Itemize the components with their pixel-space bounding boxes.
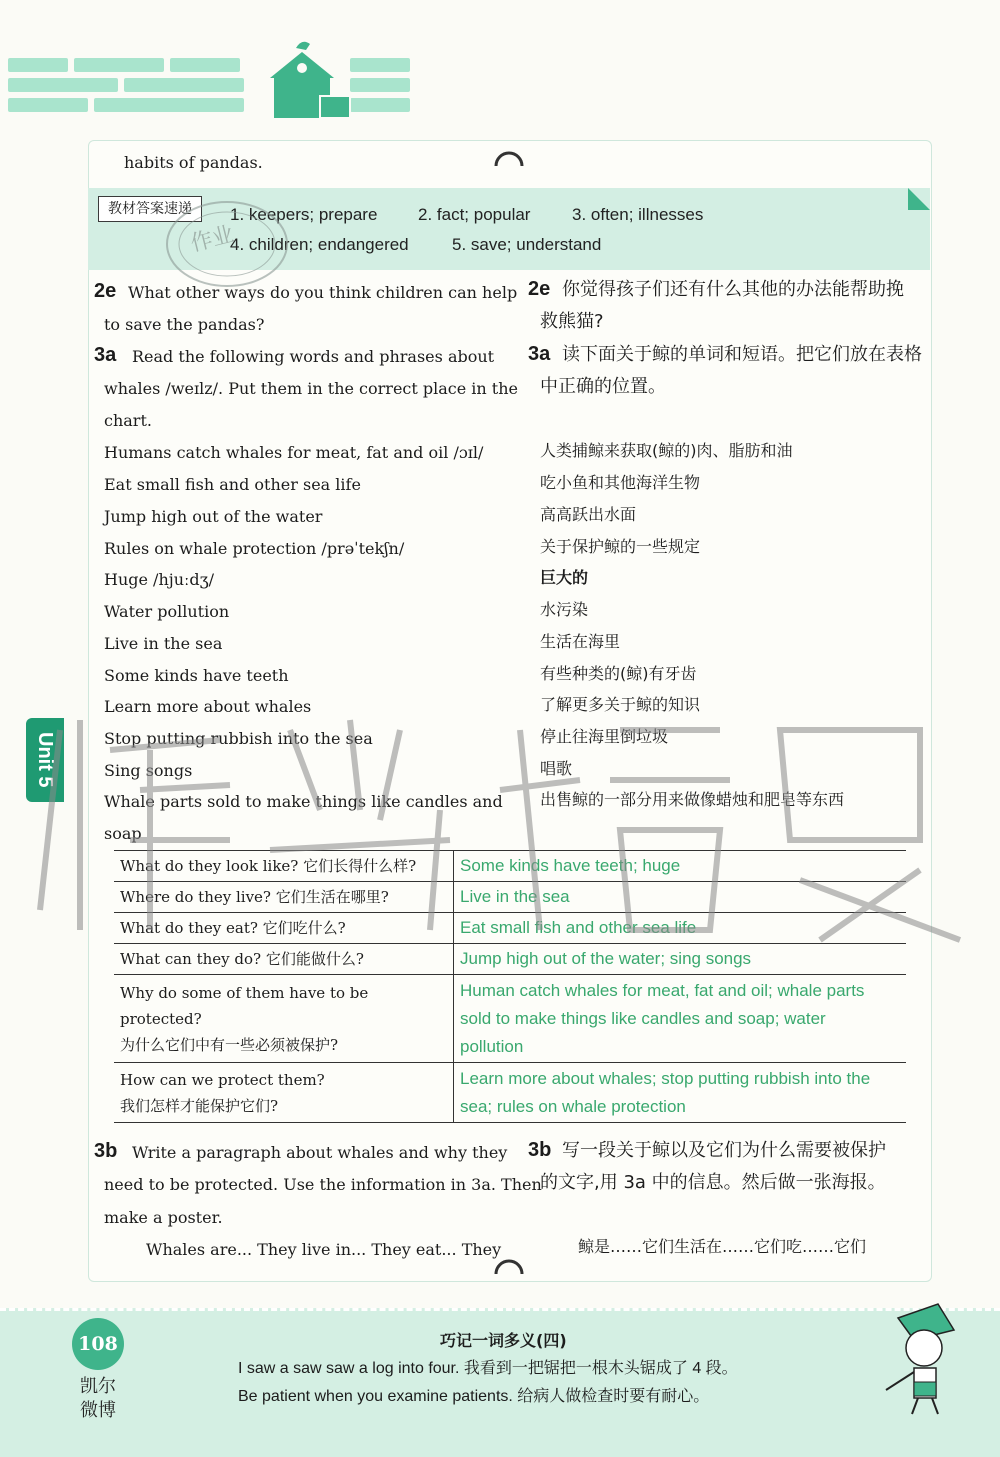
phrase-zh: 吃小鱼和其他海洋生物 (540, 473, 701, 492)
brick-decor (8, 78, 118, 92)
phrase-zh: 唱歌 (540, 759, 573, 778)
answer-cell: Human catch whales for meat, fat and oil; whale parts sold to make things like candles and soap; water pollution (454, 975, 907, 1063)
footer-line: Be patient when you examine patients. 给病人做检查时要有耐心。 (238, 1388, 710, 1405)
phrase-en: Rules on whale protection /prəˈtekʃn/ (104, 539, 405, 558)
section-3a-number-zh: 3a (528, 343, 551, 365)
phrase-en: Learn more about whales (104, 697, 312, 716)
phrase-en: Jump high out of the water (104, 507, 323, 526)
house-icon (262, 38, 354, 120)
phrase-zh: 生活在海里 (540, 632, 621, 651)
section-3b-en: make a poster. (104, 1208, 223, 1227)
binder-ring-icon (492, 1250, 526, 1276)
phrase-zh: 出售鲸的一部分用来做像蜡烛和肥皂等东西 (540, 790, 845, 809)
phrase-en: Whale parts sold to make things like candles and (104, 792, 503, 811)
brick-decor (94, 98, 244, 112)
section-3b-number-zh: 3b (528, 1139, 552, 1161)
phrase-en: Sing songs (104, 761, 193, 780)
brick-decor (74, 58, 164, 72)
brick-decor (170, 58, 240, 72)
question-cell: What do they eat? 它们吃什么? (114, 913, 454, 944)
brick-decor (8, 98, 88, 112)
section-3b-en: Write a paragraph about whales and why they (132, 1143, 508, 1162)
answer-cell: Eat small fish and other sea life (454, 913, 907, 944)
phrase-en: Eat small fish and other sea life (104, 475, 361, 494)
phrase-zh: 停止往海里倒垃圾 (540, 727, 669, 746)
answer-cell: Jump high out of the water; sing songs (454, 944, 907, 975)
phrase-en: Live in the sea (104, 634, 223, 653)
phrase-en: Stop putting rubbish into the sea (104, 729, 373, 748)
section-3a-zh: 中正确的位置。 (540, 376, 666, 397)
brick-decor (350, 98, 410, 112)
section-3a-en: chart. (104, 411, 152, 430)
section-3a-en: whales /weɪlz/. Put them in the correct place in the (104, 379, 519, 398)
brick-decor (8, 58, 68, 72)
section-2e-en: to save the pandas? (104, 315, 265, 334)
question-cell: What do they look like? 它们长得什么样? (114, 851, 454, 882)
section-3b-en: Whales are... They live in... They eat... They (146, 1240, 502, 1259)
section-3b-number: 3b (94, 1140, 118, 1162)
top-banner (0, 0, 1000, 120)
section-2e-zh: 你觉得孩子们还有什么其他的办法能帮助挽 (562, 279, 904, 300)
phrase-zh: 水污染 (540, 600, 589, 619)
answer-cell: Live in the sea (454, 882, 907, 913)
question-cell: How can we protect them? 我们怎样才能保护它们? (114, 1063, 454, 1123)
cartoon-kid-icon (858, 1300, 968, 1420)
answer-cell: Learn more about whales; stop putting rubbish into the sea; rules on whale protection (454, 1063, 907, 1123)
phrase-zh: 关于保护鲸的一些规定 (540, 537, 701, 556)
section-3a-number: 3a (94, 344, 117, 366)
binder-ring-icon (492, 142, 526, 168)
phrase-zh: 人类捕鲸来获取(鲸的)肉、脂肪和油 (540, 441, 793, 460)
fold-corner-icon (908, 188, 930, 210)
stamp-text: 作业 (188, 221, 237, 257)
section-3b-zh: 的文字,用 3a 中的信息。然后做一张海报。 (540, 1172, 886, 1193)
phrase-en: Water pollution (104, 602, 230, 621)
footer-divider (0, 1308, 1000, 1311)
unit-tab-label: Unit 5 (34, 732, 56, 788)
table-row (114, 1063, 906, 1123)
top-line: habits of pandas. (124, 153, 263, 172)
section-3a-en: Read the following words and phrases about (132, 347, 495, 366)
answer-item: 4. children; endangered (230, 235, 409, 254)
phrase-en: soap (104, 824, 142, 843)
footer-line: I saw a saw saw a log into four. 我看到一把锯把一根木头锯成了 4 段。 (238, 1360, 738, 1377)
question-cell: Why do some of them have to be protected? 为什么它们中有一些必须被保护? (114, 975, 454, 1063)
answer-item: 1. keepers; prepare (230, 205, 378, 224)
section-3b-en: need to be protected. Use the information in 3a. Then (104, 1175, 542, 1194)
brick-decor (124, 78, 244, 92)
phrase-en: Huge /hjuːdʒ/ (104, 570, 215, 589)
phrase-zh: 巨大的 (540, 568, 589, 587)
phrase-zh: 高高跃出水面 (540, 505, 637, 524)
brick-decor (350, 78, 410, 92)
answer-item: 5. save; understand (452, 235, 602, 254)
section-2e-number: 2e (94, 280, 117, 302)
answer-item: 2. fact; popular (418, 205, 531, 224)
question-cell: Where do they live? 它们生活在哪里? (114, 882, 454, 913)
section-2e-en: What other ways do you think children can help (128, 283, 518, 302)
question-cell: What can they do? 它们能做什么? (114, 944, 454, 975)
answer-item: 3. often; illnesses (572, 205, 704, 224)
table-row (114, 975, 906, 1063)
section-3b-zh: 鲸是……它们生活在……它们吃……它们 (578, 1237, 867, 1256)
footer-title: 巧记一词多义(四) (440, 1331, 567, 1350)
brand-line: 凯尔 (80, 1376, 116, 1397)
brick-decor (350, 58, 410, 72)
section-2e-number-zh: 2e (528, 278, 551, 300)
phrase-zh: 有些种类的(鲸)有牙齿 (540, 664, 697, 683)
watermark-logo (20, 690, 980, 950)
phrase-zh: 了解更多关于鲸的知识 (540, 695, 701, 714)
section-2e-zh: 救熊猫? (540, 311, 604, 332)
answer-tag: 教材答案速递 (98, 196, 202, 222)
answer-cell: Some kinds have teeth; huge (454, 851, 907, 882)
section-3a-zh: 读下面关于鲸的单词和短语。把它们放在表格 (562, 344, 922, 365)
phrase-en: Humans catch whales for meat, fat and oil /ɔɪl/ (104, 443, 484, 462)
section-3b-zh: 写一段关于鲸以及它们为什么需要被保护 (562, 1140, 886, 1161)
brand-line: 微博 (80, 1400, 116, 1421)
page-number-badge: 108 (72, 1318, 124, 1370)
phrase-en: Some kinds have teeth (104, 666, 289, 685)
